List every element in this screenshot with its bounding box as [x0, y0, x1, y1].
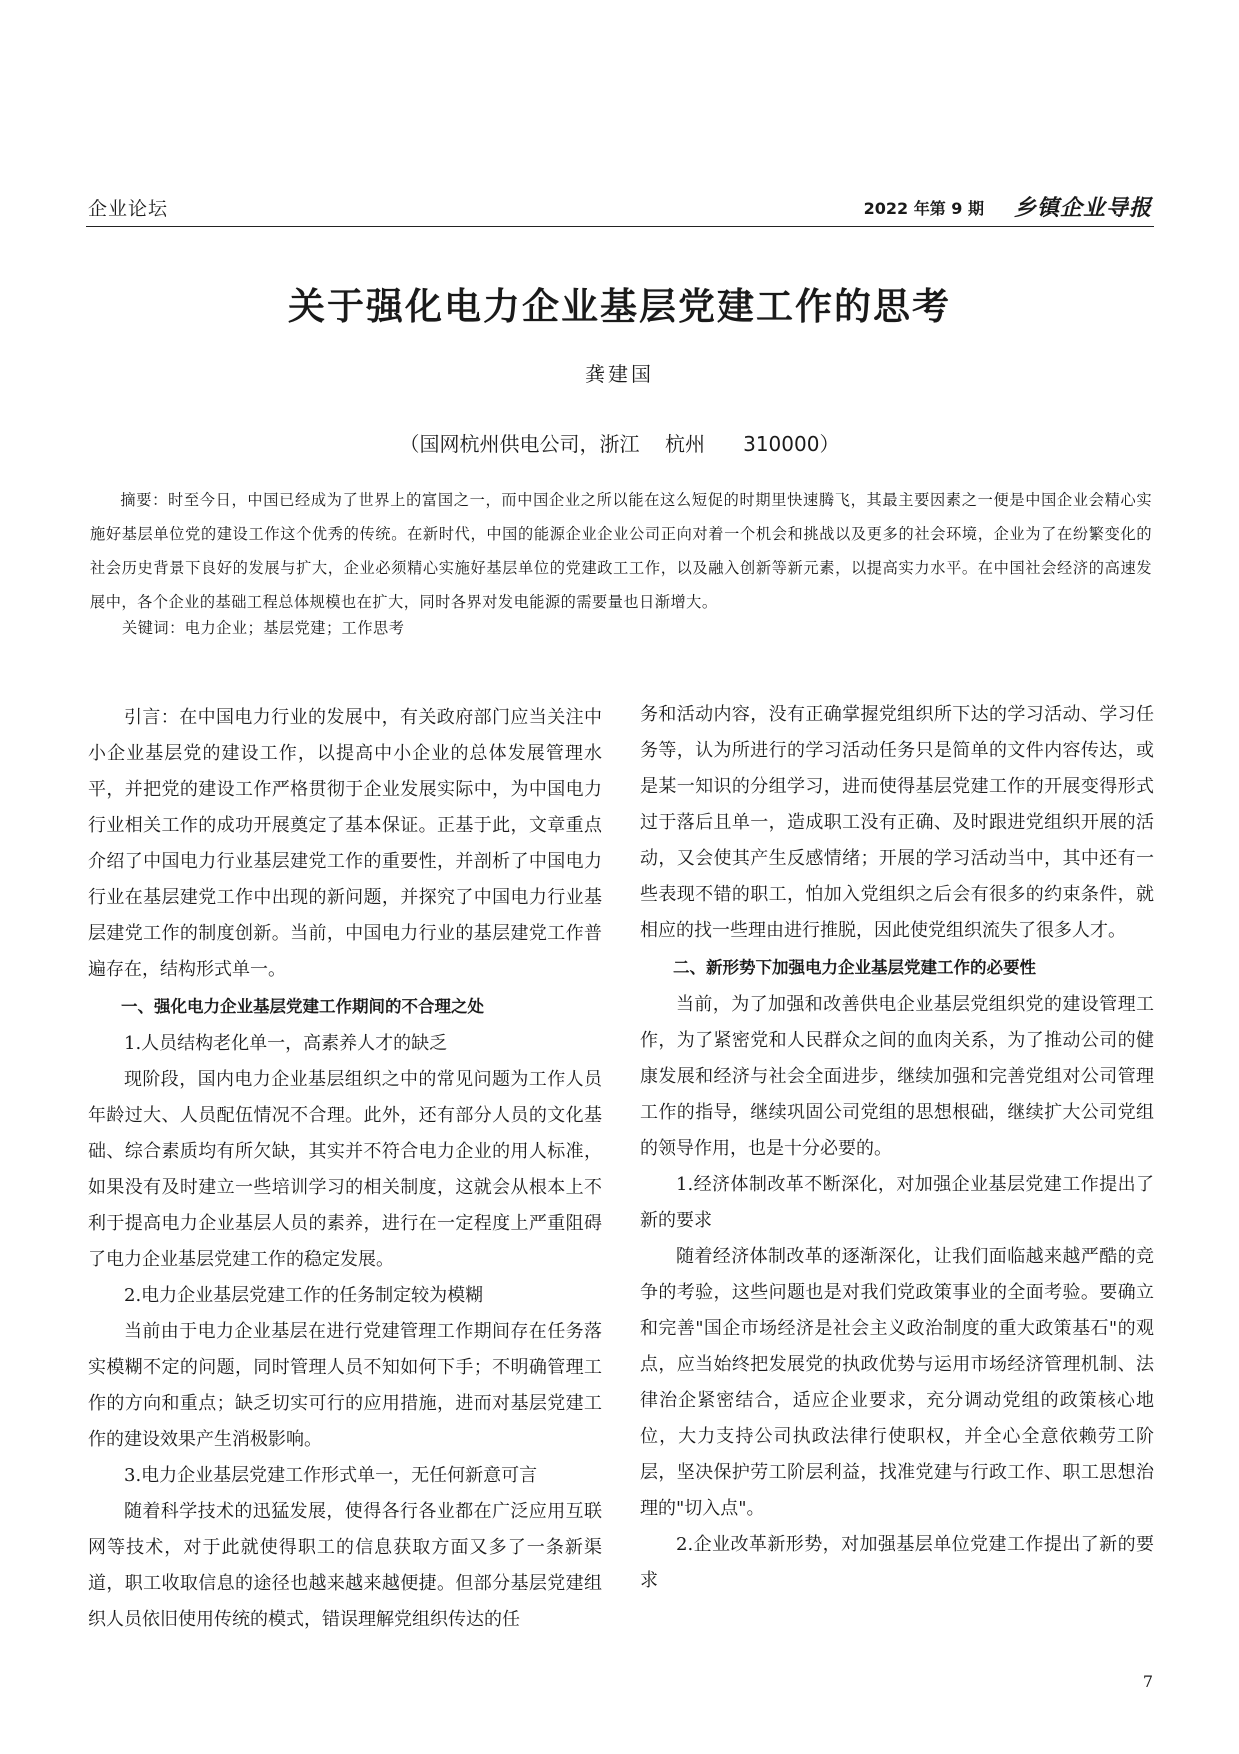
abstract: 摘要：时至今日，中国已经成为了世界上的富国之一，而中国企业之所以能在这么短促的时期里快速腾飞，其最主要因素之一便是中国企业会精心实施好基层单位党的建设工作这个优秀的传统。在新时代，中国的能源企业企业公司正向对着一个机会和挑战以及更多的社会环境，企业为了在纷繁变化的社会历史背景下良好的发展与扩大，企业必须精心实施好基层单位的党建政工工作，以及融入创新等新元素，以提高实力水平。在中国社会经济的高速发展中，各个企业的基础工程总体规模也在扩大，同时各界对发电能源的需要量也日渐增大。	[90, 491, 1152, 611]
continued-paragraph: 务和活动内容，没有正确掌握党组织所下达的学习活动、学习任务等，认为所进行的学习活动任务只是简单的文件内容传达，或是某一知识的分组学习，进而使得基层党建工作的开展变得形式过于落后且单一，造成职工没有正确、及时跟进党组织开展的活动，又会使其产生反感情绪；开展的学习活动当中，其中还有一些表现不错的职工，怕加入党组织之后会有很多的约束条件，就相应的找一些理由进行推脱，因此使党组织流失了很多人才。	[640, 704, 1154, 941]
intro-paragraph: 引言：在中国电力行业的发展中，有关政府部门应当关注中小企业基层党的建设工作，以提高中小企业的总体发展管理水平，并把党的建设工作严格贯彻于企业发展实际中，为中国电力行业相关工作的成功开展奠定了基本保证。正基于此，文章重点介绍了中国电力行业基层建党工作的重要性，并剖析了中国电力行业在基层建党工作中出现的新问题，并探究了中国电力行业基层建党工作的制度创新。当前，中国电力行业的基层建党工作普遍存在，结构形式单一。	[88, 707, 602, 980]
section-label: 企业论坛	[88, 198, 169, 220]
subheading-1: 1.人员结构老化单一，高素养人才的缺乏	[124, 1033, 448, 1054]
page-number: 7	[1142, 1672, 1153, 1691]
subheading-5: 2.企业改革新形势，对加强基层单位党建工作提出了新的要求	[640, 1534, 1154, 1591]
section-heading-2: 二、新形势下加强电力企业基层党建工作的必要性	[673, 958, 1036, 977]
section-heading-1: 一、强化电力企业基层党建工作期间的不合理之处	[121, 997, 484, 1016]
body-paragraph: 现阶段，国内电力企业基层组织之中的常见问题为工作人员年龄过大、人员配伍情况不合理。此外，还有部分人员的文化基础、综合素质均有所欠缺，其实并不符合电力企业的用人标准，如果没有及时建立一些培训学习的相关制度，这就会从根本上不利于提高电力企业基层人员的素养，进行在一定程度上严重阻碍了电力企业基层党建工作的稳定发展。	[88, 1069, 602, 1270]
issue-label: 2022 年第 9 期	[863, 199, 984, 218]
body-paragraph: 随着科学技术的迅猛发展，使得各行各业都在广泛应用互联网等技术，对于此就使得职工的信息获取方面又多了一条新渠道，职工收取信息的途径也越来越来越便捷。但部分基层党建组织人员依旧使用传统的模式，错误理解党组织传达的任	[88, 1501, 602, 1630]
author-name: 龚建国	[585, 362, 654, 386]
right-column	[640, 697, 1154, 1599]
body-paragraph: 随着经济体制改革的逐渐深化，让我们面临越来越严酷的竞争的考验，这些问题也是对我们党政策事业的全面考验。要确立和完善"国企市场经济是社会主义政治制度的重大政策基石"的观点，应当始终把发展党的执政优势与运用市场经济管理机制、法律治企紧密结合，适应企业要求，充分调动党组的政策核心地位，大力支持公司执政法律行使职权，并全心全意依赖劳工阶层，坚决保护劳工阶层利益，找准党建与行政工作、职工思想治理的"切入点"。	[640, 1246, 1154, 1519]
journal-name: 乡镇企业导报	[1013, 196, 1152, 221]
subheading-2: 2.电力企业基层党建工作的任务制定较为模糊	[124, 1285, 484, 1306]
article-title: 关于强化电力企业基层党建工作的思考	[288, 285, 951, 328]
author-affiliation: （国网杭州供电公司，浙江 杭州 310000）	[399, 432, 840, 456]
keywords: 关键词：电力企业；基层党建；工作思考	[122, 619, 405, 637]
subheading-3: 3.电力企业基层党建工作形式单一，无任何新意可言	[124, 1465, 538, 1486]
subheading-4: 1.经济体制改革不断深化，对加强企业基层党建工作提出了新的要求	[640, 1174, 1154, 1231]
body-paragraph: 当前，为了加强和改善供电企业基层党组织党的建设管理工作，为了紧密党和人民群众之间的血肉关系，为了推动公司的健康发展和经济与社会全面进步，继续加强和完善党组对公司管理工作的指导，继续巩固公司党组的思想根础，继续扩大公司党组的领导作用，也是十分必要的。	[640, 994, 1154, 1159]
left-column	[88, 700, 602, 1638]
body-paragraph: 当前由于电力企业基层在进行党建管理工作期间存在任务落实模糊不定的问题，同时管理人员不知如何下手；不明确管理工作的方向和重点；缺乏切实可行的应用措施，进而对基层党建工作的建设效果产生消极影响。	[88, 1321, 602, 1450]
running-header	[86, 192, 1154, 227]
